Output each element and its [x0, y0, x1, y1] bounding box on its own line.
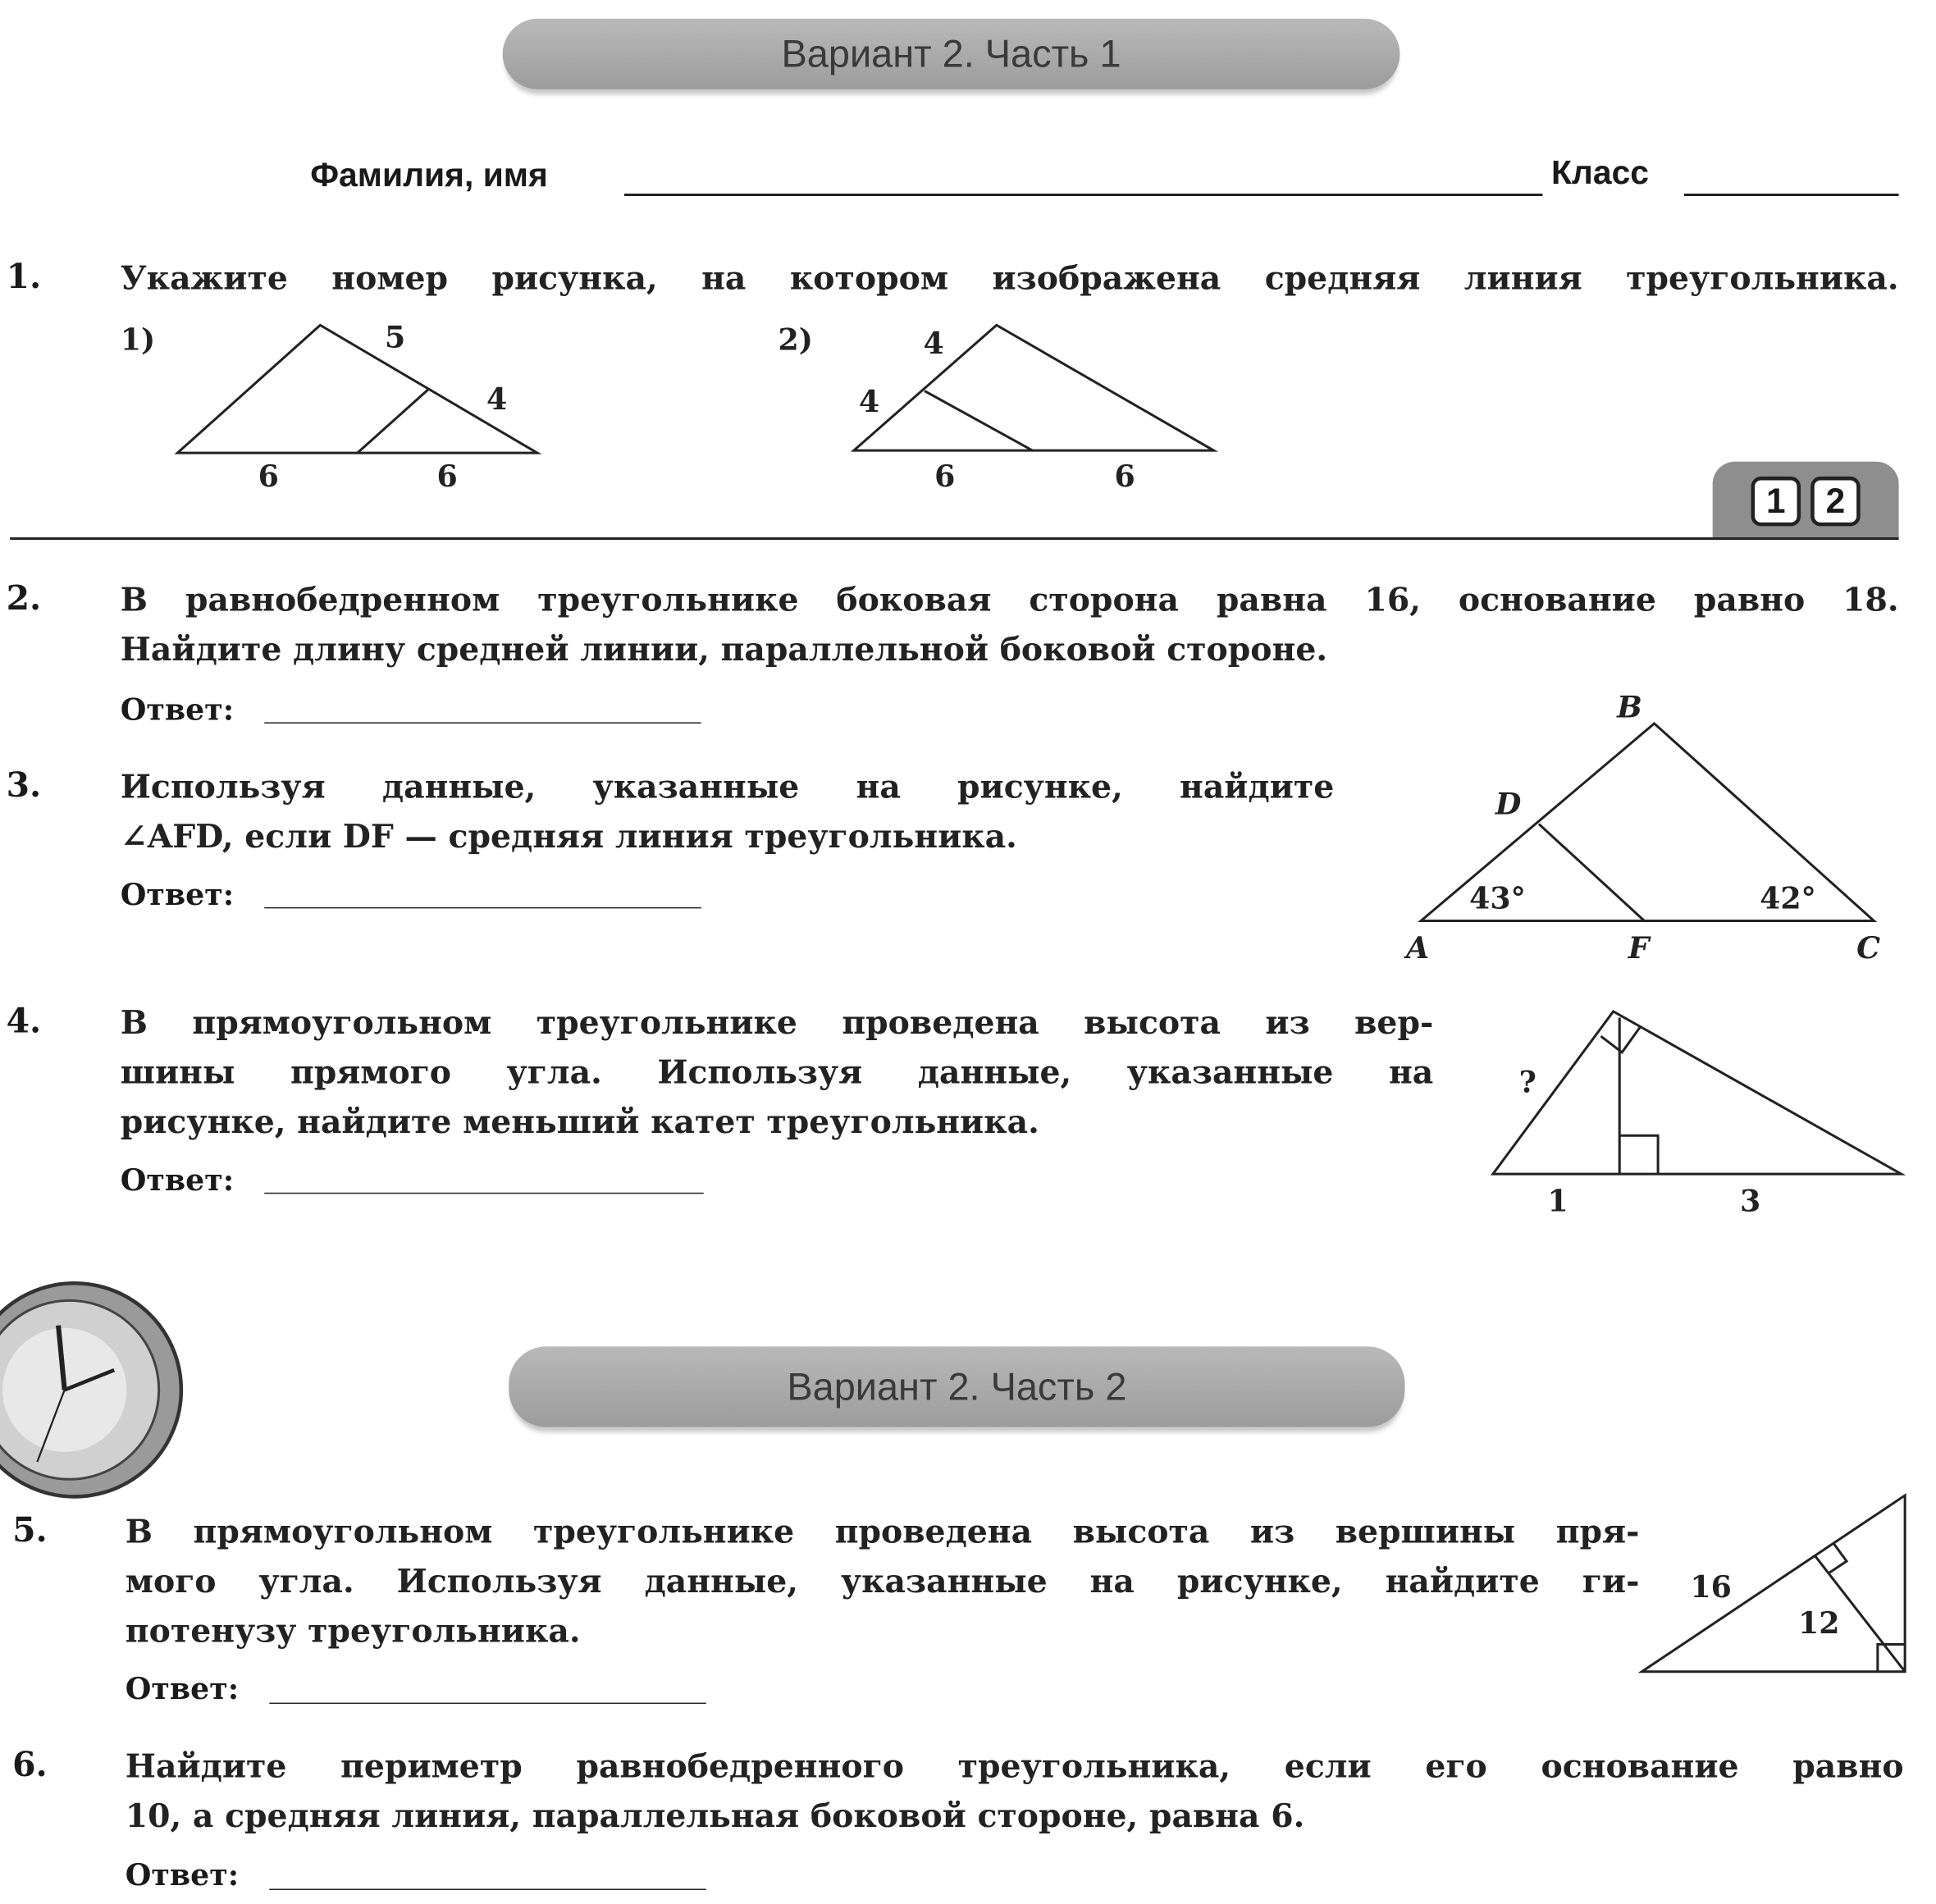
q6-line: 10, а средняя линия, параллельная боковой стороне, равна 6. [125, 1798, 1305, 1836]
q4-number: 4. [6, 1002, 42, 1042]
fig1-side-top: 5 [384, 319, 406, 355]
q5-text [126, 1508, 1640, 1657]
vertex-c: C [1856, 929, 1881, 966]
fig2-base-left: 6 [934, 459, 956, 495]
q2-line: В равнобедренном треугольнике боковая сторона равна 16, основание равно 18. [120, 582, 1899, 619]
angle-a: 43° [1469, 880, 1526, 916]
q1-figures [0, 310, 1241, 496]
unknown-leg: ? [1518, 1064, 1536, 1100]
q1-text [121, 254, 1899, 304]
q5-line: потенузу треугольника. [125, 1613, 581, 1651]
q4-figure [1477, 993, 1911, 1216]
name-field[interactable] [624, 194, 1542, 196]
clock-icon [0, 1276, 186, 1505]
q5-triangle [1641, 1495, 1905, 1672]
class-label: Класс [1551, 153, 1650, 191]
q5-line: В прямоугольном треугольнике проведена высота из вершины пря- [125, 1514, 1640, 1551]
part1-banner [503, 19, 1400, 89]
option-1-box[interactable]: 1 [1751, 476, 1801, 526]
q4-line: шины прямого угла. Используя данные, указанные на [120, 1054, 1434, 1093]
q5-number: 5. [12, 1511, 48, 1550]
fig1-side-low: 4 [486, 381, 508, 418]
q2-line: Найдите длину средней линии, параллельной боковой стороне. [120, 632, 1328, 669]
q3-midline [1539, 824, 1645, 920]
point-d: D [1495, 786, 1522, 822]
q4-line: рисунке, найдите меньший катет треугольника. [120, 1104, 1039, 1142]
q6-text [126, 1742, 1904, 1842]
angle-c: 42° [1760, 880, 1816, 916]
fig1-triangle [177, 325, 537, 453]
q6-line: Найдите периметр равнобедренного треугольника, если его основание равно [125, 1748, 1904, 1786]
q5-line: мого угла. Используя данные, указанные на рисунке, найдите ги- [125, 1564, 1640, 1601]
class-field[interactable] [1684, 194, 1899, 196]
fig1-base-right: 6 [436, 459, 458, 495]
q5-answer-field[interactable] [269, 1703, 706, 1705]
fig1-segment [358, 389, 430, 454]
q6-answer-field[interactable] [269, 1888, 706, 1890]
part1-title: Вариант 2. Часть 1 [781, 31, 1121, 75]
q1-line: Укажите номер рисунка, на котором изображена средняя линия треугольника. [120, 260, 1899, 299]
right-angle-mark [1828, 1542, 1847, 1573]
q2-answer-label: Ответ: [120, 691, 235, 728]
q6-number: 6. [12, 1746, 48, 1785]
right-angle-mark [1619, 1135, 1658, 1174]
vertex-a: A [1406, 929, 1430, 966]
fig2-side-top: 4 [923, 326, 944, 362]
q3-answer-field[interactable] [264, 907, 701, 909]
q3-line: Используя данные, указанные на рисунке, найдите [120, 769, 1335, 807]
part2-banner [509, 1346, 1404, 1427]
q4-line: В прямоугольном треугольнике проведена высота из вер- [120, 1005, 1434, 1043]
q4-triangle [1493, 1011, 1902, 1174]
q3-answer-label: Ответ: [120, 876, 235, 912]
name-label: Фамилия, имя [310, 156, 548, 194]
q2-answer-field[interactable] [264, 722, 701, 724]
q4-answer-label: Ответ: [120, 1161, 235, 1198]
fig1-label: 1) [120, 322, 156, 358]
q1-number: 1. [6, 258, 42, 297]
point-f: F [1628, 929, 1650, 966]
segment-right: 3 [1739, 1183, 1761, 1217]
q3-number: 3. [6, 766, 42, 806]
q4-answer-field[interactable] [264, 1193, 704, 1194]
q3-line: ∠AFD, если DF — средняя линия треугольника. [120, 819, 1017, 856]
q3-text [121, 763, 1335, 862]
q5-figure [1626, 1483, 1918, 1688]
fig2-side-low: 4 [858, 384, 880, 420]
q4-text [121, 999, 1434, 1148]
q6-answer-label: Ответ: [125, 1856, 240, 1893]
q5-answer-label: Ответ: [125, 1670, 240, 1707]
fig2-base-right: 6 [1114, 459, 1135, 495]
height-label: 12 [1798, 1605, 1840, 1641]
fig1-base-left: 6 [258, 459, 279, 495]
vertex-b: B [1617, 689, 1642, 725]
fig2-triangle [854, 325, 1214, 450]
leg-label: 16 [1690, 1568, 1732, 1605]
divider [10, 537, 1898, 540]
part2-title: Вариант 2. Часть 2 [787, 1364, 1127, 1409]
q1-answer-options [1713, 462, 1899, 540]
option-2-box[interactable]: 2 [1810, 476, 1861, 526]
q2-text [121, 576, 1899, 675]
segment-left: 1 [1547, 1183, 1568, 1217]
q2-number: 2. [6, 579, 42, 619]
fig2-segment [925, 391, 1033, 451]
q3-figure [1390, 683, 1911, 980]
fig2-label: 2) [778, 322, 813, 358]
